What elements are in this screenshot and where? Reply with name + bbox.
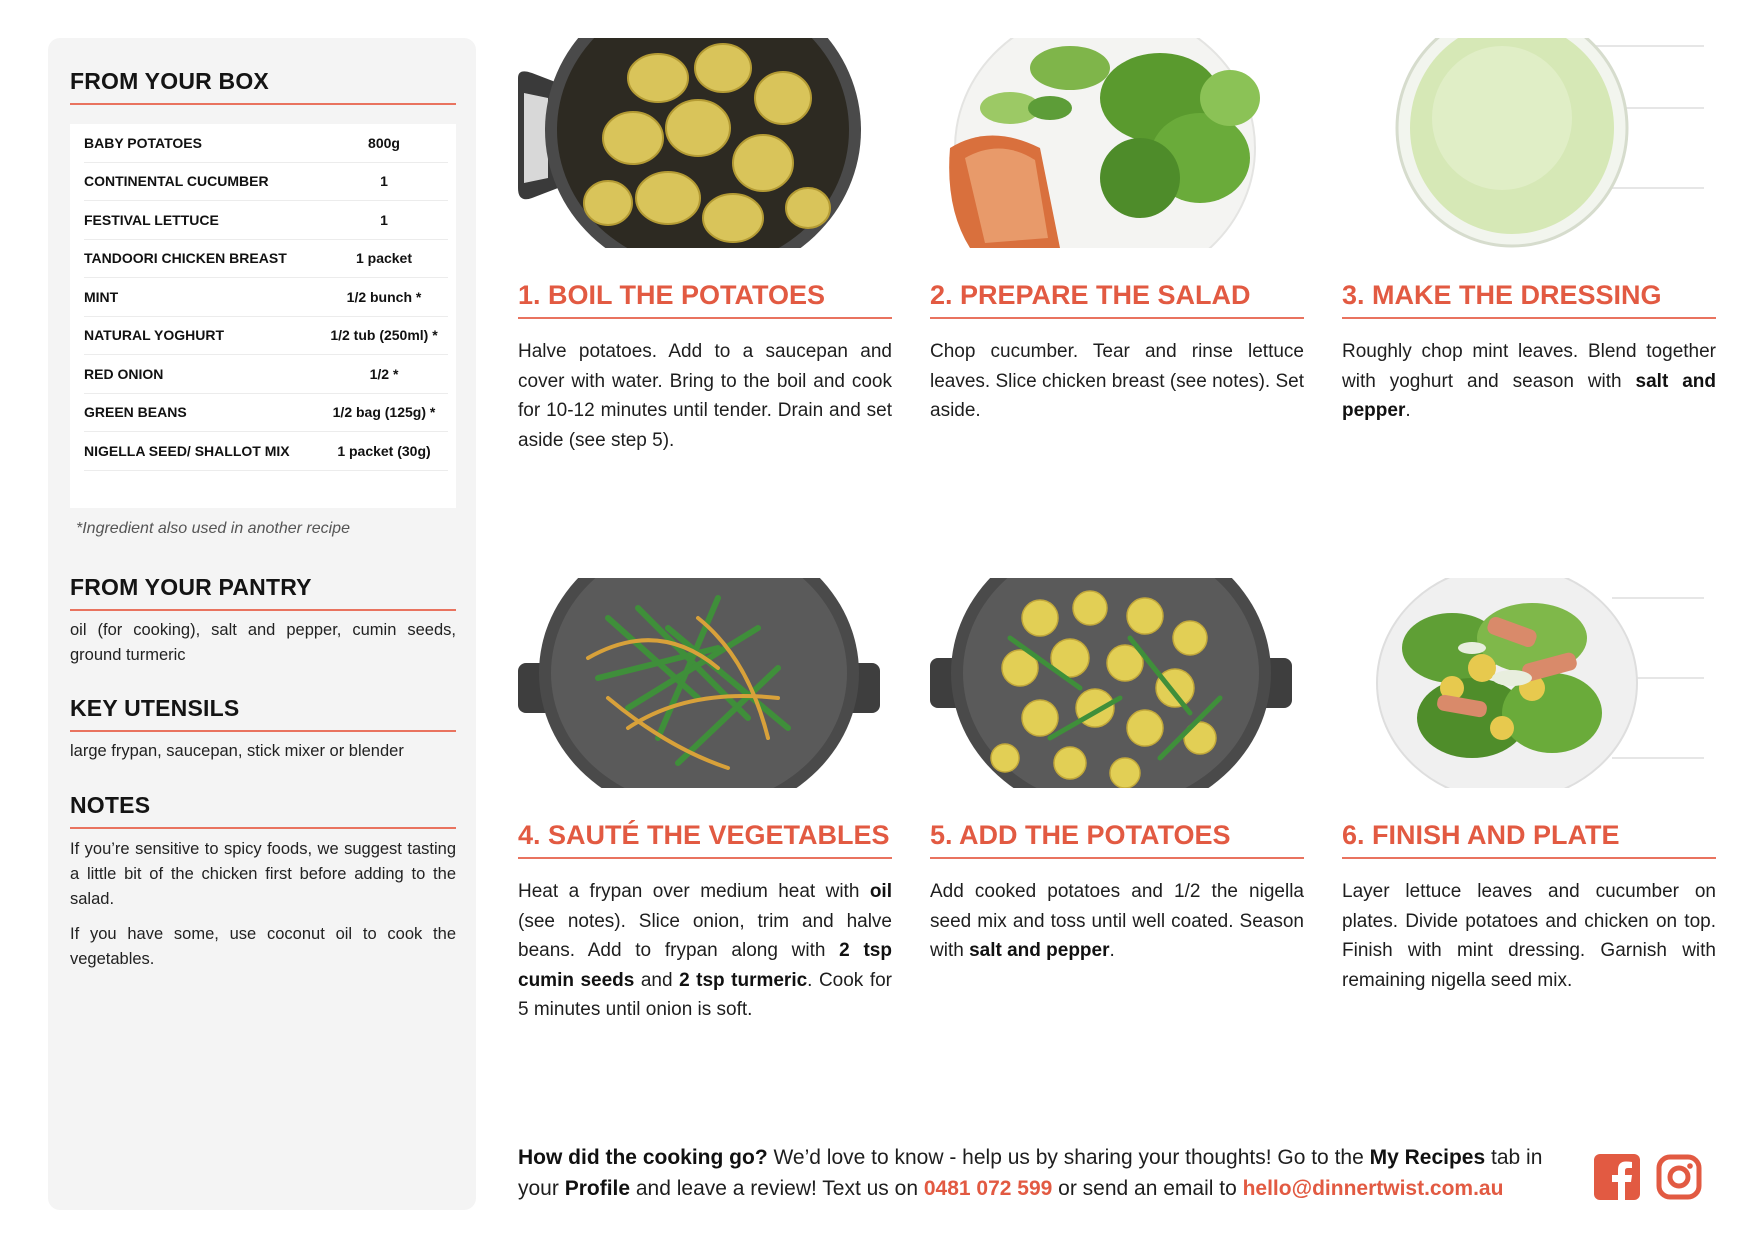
step-2-photo <box>930 38 1292 248</box>
table-row <box>84 394 448 433</box>
profile-label: Profile <box>564 1177 631 1200</box>
step-4-photo <box>518 578 880 788</box>
step-3-text: Roughly chop mint leaves. Blend together with yoghurt and season with salt and pepper. <box>1342 341 1716 421</box>
footnote: *Ingredient also used in another recipe <box>76 520 350 537</box>
ingredients-table <box>70 124 456 508</box>
step-4-text: Heat a frypan over medium heat with oil (see notes). Slice onion, trim and halve beans. Add to frypan along with 2 tsp cumin seeds and 2 tsp turmeric. Cook for 5 minutes until onion is soft. <box>518 881 892 1020</box>
table-row <box>84 317 448 356</box>
ingredient-name: MINT <box>84 288 119 305</box>
step-3-title: 3. MAKE THE DRESSING <box>1342 280 1716 319</box>
note-item: If you’re sensitive to spicy foods, we suggest tasting a little bit of the chicken first before adding to the salad. <box>70 840 456 908</box>
table-row <box>84 124 448 163</box>
table-row <box>84 240 448 279</box>
ingredient-qty: 1/2 bunch * <box>346 288 422 305</box>
ingredient-qty: 1 <box>380 173 388 190</box>
feedback-question: How did the cooking go? <box>518 1146 768 1169</box>
step-1-title: 1. BOIL THE POTATOES <box>518 280 892 319</box>
ingredient-name: RED ONION <box>84 365 164 382</box>
step-4-title: 4. SAUTÉ THE VEGETABLES <box>518 820 892 859</box>
table-row <box>84 355 448 394</box>
step-1-text: Halve potatoes. Add to a saucepan and cover with water. Bring to the boil and cook for 10-12 minutes until tender. Drain and set aside (see step 5). <box>518 341 892 451</box>
facebook-icon[interactable] <box>1594 1154 1640 1200</box>
ingredient-name: NATURAL YOGHURT <box>84 327 224 344</box>
ingredient-name: TANDOORI CHICKEN BREAST <box>84 250 287 267</box>
ingredient-name: GREEN BEANS <box>84 404 187 421</box>
ingredient-name: BABY POTATOES <box>84 134 202 151</box>
box-heading: FROM YOUR BOX <box>70 68 456 105</box>
table-row <box>84 163 448 202</box>
email-link[interactable]: hello@dinnertwist.com.au <box>1242 1177 1504 1200</box>
step-5-text: Add cooked potatoes and 1/2 the nigella seed mix and toss until well coated. Season with salt and pepper. <box>930 881 1304 961</box>
ingredient-name: NIGELLA SEED/ SHALLOT MIX <box>84 442 290 459</box>
notes-text <box>70 837 456 972</box>
utensils-heading: KEY UTENSILS <box>70 695 456 732</box>
note-item: If you have some, use coconut oil to cook the vegetables. <box>70 925 456 968</box>
phone-link[interactable]: 0481 072 599 <box>923 1177 1053 1200</box>
ingredient-qty: 1 packet (30g) <box>337 442 431 459</box>
ingredient-qty: 1/2 bag (125g) * <box>332 404 436 421</box>
table-row <box>84 432 448 471</box>
instagram-icon[interactable] <box>1656 1154 1702 1200</box>
utensils-text: large frypan, saucepan, stick mixer or blender <box>70 742 404 760</box>
feedback-footer: How did the cooking go? We’d love to know - help us by sharing your thoughts! Go to the My Recipes tab in your Profile and leave a review! Text us on 0481 072 599 or send an email to hello@dinnertwist.com.au <box>518 1146 1543 1200</box>
ingredients-panel <box>48 38 476 1210</box>
notes-heading: NOTES <box>70 792 456 829</box>
ingredient-qty: 1/2 tub (250ml) * <box>330 327 438 344</box>
ingredient-name: CONTINENTAL CUCUMBER <box>84 173 269 190</box>
step-1-photo <box>518 38 880 248</box>
table-row <box>84 278 448 317</box>
table-row <box>84 201 448 240</box>
step-5-title: 5. ADD THE POTATOES <box>930 820 1304 859</box>
step-6-photo <box>1342 578 1704 788</box>
step-3-photo <box>1342 38 1704 248</box>
step-2-text: Chop cucumber. Tear and rinse lettuce leaves. Slice chicken breast (see notes). Set aside. <box>930 341 1304 421</box>
my-recipes-tab: My Recipes <box>1369 1146 1486 1169</box>
ingredient-qty: 800g <box>368 134 400 151</box>
ingredient-name: FESTIVAL LETTUCE <box>84 211 219 228</box>
ingredient-qty: 1/2 * <box>369 365 399 382</box>
pantry-text: oil (for cooking), salt and pepper, cumin seeds, ground turmeric <box>70 621 456 664</box>
pantry-heading: FROM YOUR PANTRY <box>70 574 456 611</box>
step-6-text: Layer lettuce leaves and cucumber on plates. Divide potatoes and chicken on top. Finish with mint dressing. Garnish with remaining nigella seed mix. <box>1342 881 1716 991</box>
step-6-title: 6. FINISH AND PLATE <box>1342 820 1716 859</box>
ingredient-qty: 1 packet <box>355 250 413 267</box>
step-2-title: 2. PREPARE THE SALAD <box>930 280 1304 319</box>
ingredient-qty: 1 <box>380 211 388 228</box>
step-5-photo <box>930 578 1292 788</box>
